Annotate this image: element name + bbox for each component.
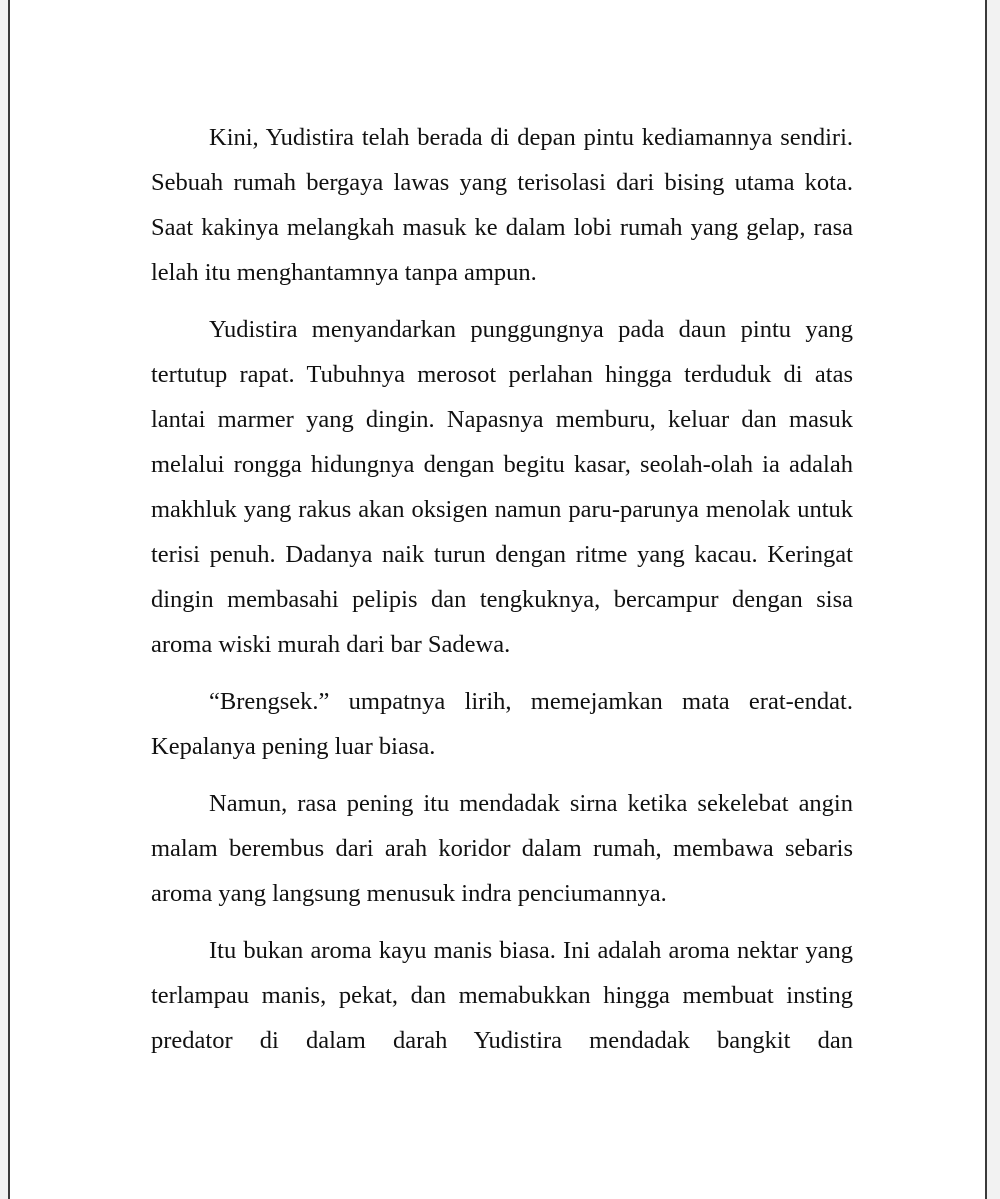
paragraph-3: “Brengsek.” umpatnya lirih, memejamkan mata erat-endat. Kepalanya pening luar biasa. — [151, 688, 853, 760]
paragraph-4: Namun, rasa pening itu mendadak sirna ketika sekelebat angin malam berembus dari arah koridor dalam rumah, membawa sebaris aroma yang langsung menusuk indra penciumannya. — [151, 790, 853, 907]
paragraph-2: Yudistira menyandarkan punggungnya pada daun pintu yang tertutup rapat. Tubuhnya merosot perlahan hingga terduduk di atas lantai marmer yang dingin. Napasnya memburu, keluar dan masuk melalui rongga hidungnya dengan begitu kasar, seolah-olah ia adalah makhluk yang rakus akan oksigen namun paru-parunya menolak untuk terisi penuh. Dadanya naik turun dengan ritme yang kacau. Keringat dingin membasahi pelipis dan tengkuknya, bercampur dengan sisa aroma wiski murah dari bar Sadewa. — [151, 316, 853, 658]
document-body — [151, 115, 853, 1063]
paragraph-1: Kini, Yudistira telah berada di depan pintu kediamannya sendiri. Sebuah rumah bergaya lawas yang terisolasi dari bising utama kota. Saat kakinya melangkah masuk ke dalam lobi rumah yang gelap, rasa lelah itu menghantamnya tanpa ampun. — [151, 124, 853, 286]
document-page — [8, 0, 987, 1199]
paragraph-5: Itu bukan aroma kayu manis biasa. Ini adalah aroma nektar yang terlampau manis, pekat, dan memabukkan hingga membuat insting predator di dalam darah Yudistira mendadak bangkit dan — [151, 937, 853, 1054]
